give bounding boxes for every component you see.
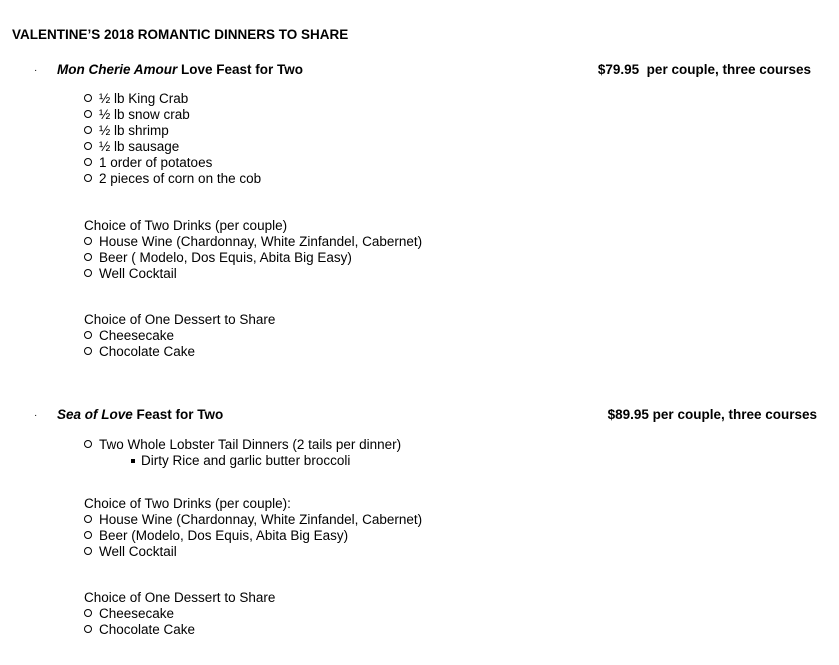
- item-text: ½ lb snow crab: [99, 107, 190, 122]
- section-1-title-rest: Love Feast for Two: [177, 62, 304, 77]
- section-2-drinks-heading: Choice of Two Drinks (per couple):: [84, 496, 291, 511]
- circle-bullet-icon: [84, 253, 92, 261]
- section-2-desserts: [84, 606, 195, 638]
- item-text: 1 order of potatoes: [99, 155, 213, 170]
- list-item: [131, 453, 350, 469]
- item-text: House Wine (Chardonnay, White Zinfandel, Cabernet): [99, 234, 423, 249]
- list-item: [84, 266, 422, 282]
- section-2-dessert-heading: Choice of One Dessert to Share: [84, 590, 276, 605]
- section-1-desserts: [84, 328, 195, 360]
- list-item: [84, 344, 195, 360]
- section-bullet: ·: [34, 410, 38, 421]
- circle-bullet-icon: [84, 515, 92, 523]
- list-item: [84, 139, 261, 155]
- circle-bullet-icon: [84, 347, 92, 355]
- item-text: Well Cocktail: [99, 266, 177, 281]
- circle-bullet-icon: [84, 331, 92, 339]
- circle-bullet-icon: [84, 110, 92, 118]
- item-text: Well Cocktail: [99, 544, 177, 559]
- circle-bullet-icon: [84, 94, 92, 102]
- section-2-title-rest: Feast for Two: [132, 407, 224, 422]
- section-1-title-italic: Mon Cherie Amour: [57, 62, 178, 77]
- list-item: [84, 250, 422, 266]
- circle-bullet-icon: [84, 174, 92, 182]
- circle-bullet-icon: [84, 142, 92, 150]
- list-item: [84, 234, 422, 250]
- item-text: ½ lb sausage: [99, 139, 180, 154]
- item-text: House Wine (Chardonnay, White Zinfandel, Cabernet): [99, 512, 423, 527]
- item-text: ½ lb King Crab: [99, 91, 189, 106]
- section-1-drinks-heading: Choice of Two Drinks (per couple): [84, 218, 288, 233]
- section-2-items: [84, 437, 401, 453]
- list-item: [84, 512, 422, 528]
- item-text: Beer (Modelo, Dos Equis, Abita Big Easy): [99, 528, 349, 543]
- list-item: [84, 91, 261, 107]
- circle-bullet-icon: [84, 237, 92, 245]
- item-text: ½ lb shrimp: [99, 123, 169, 138]
- item-text: Cheesecake: [99, 328, 175, 343]
- list-item: [84, 528, 422, 544]
- circle-bullet-icon: [84, 126, 92, 134]
- circle-bullet-icon: [84, 547, 92, 555]
- item-text: Chocolate Cake: [99, 344, 196, 359]
- item-text: Cheesecake: [99, 606, 175, 621]
- item-text: Two Whole Lobster Tail Dinners (2 tails per dinner): [99, 437, 402, 452]
- section-bullet: ·: [34, 65, 38, 76]
- list-item: [84, 437, 401, 453]
- section-2-title-italic: Sea of Love: [57, 407, 133, 422]
- page-title: VALENTINE’S 2018 ROMANTIC DINNERS TO SHARE: [12, 27, 349, 42]
- section-1-drinks: [84, 234, 422, 282]
- item-text: Chocolate Cake: [99, 622, 196, 637]
- item-text: Beer ( Modelo, Dos Equis, Abita Big Easy): [99, 250, 352, 265]
- square-bullet-icon: [131, 459, 135, 463]
- circle-bullet-icon: [84, 269, 92, 277]
- circle-bullet-icon: [84, 531, 92, 539]
- item-text: 2 pieces of corn on the cob: [99, 171, 262, 186]
- list-item: [84, 328, 195, 344]
- circle-bullet-icon: [84, 158, 92, 166]
- list-item: [84, 171, 261, 187]
- section-2-title: [57, 407, 223, 423]
- circle-bullet-icon: [84, 609, 92, 617]
- list-item: [84, 622, 195, 638]
- circle-bullet-icon: [84, 440, 92, 448]
- item-text: Dirty Rice and garlic butter broccoli: [141, 453, 351, 468]
- section-1-dessert-heading: Choice of One Dessert to Share: [84, 312, 276, 327]
- circle-bullet-icon: [84, 625, 92, 633]
- section-1-items: [84, 91, 261, 187]
- section-2-price: $89.95 per couple, three courses: [607, 407, 817, 422]
- section-1-price: $79.95 per couple, three courses: [597, 62, 811, 77]
- list-item: [84, 123, 261, 139]
- list-item: [84, 155, 261, 171]
- list-item: [84, 107, 261, 123]
- list-item: [84, 606, 195, 622]
- section-1-title: [57, 62, 303, 78]
- list-item: [84, 544, 422, 560]
- section-2-sub-items: [131, 453, 350, 469]
- section-2-drinks: [84, 512, 422, 560]
